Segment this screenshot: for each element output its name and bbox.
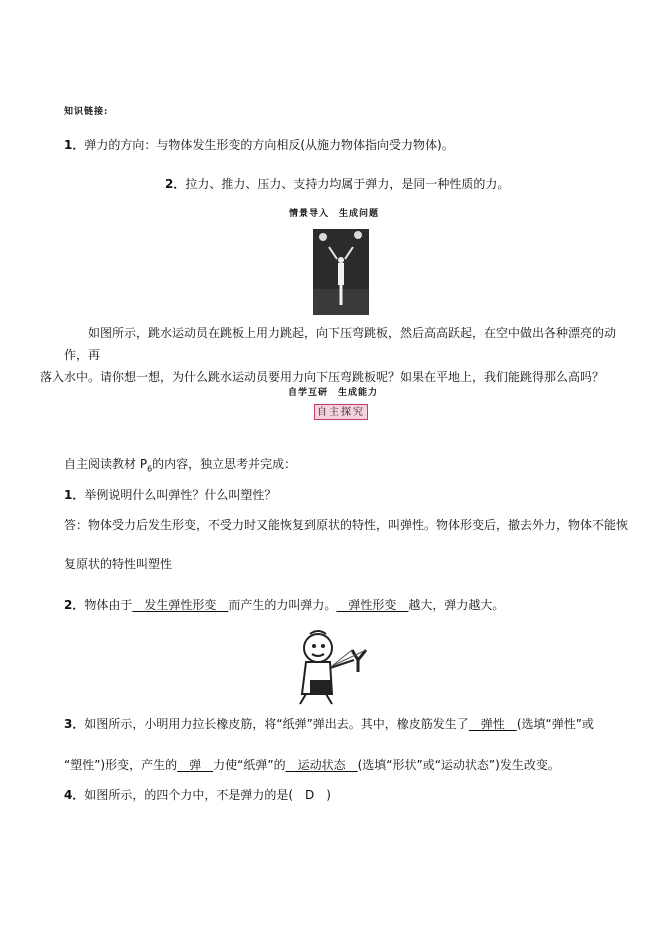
question-number: 4．	[64, 788, 85, 802]
question-number: 2．	[64, 598, 85, 612]
answer-blank-1: 弹性	[468, 717, 517, 731]
question-pre: 如图所示，小明用力拉长橡皮筋，将“纸弹”弹出去。其中，橡皮筋发生了	[84, 717, 469, 731]
question-text: 举例说明什么叫弹性？什么叫塑性？	[84, 488, 277, 502]
reading-prompt	[64, 456, 296, 477]
answer-1-line-2: 复原状的特性叫塑性	[64, 557, 173, 571]
answer-1-line-1: 答：物体受力后发生形变，不受力时又能恢复到原状的特性，叫弹性。物体形变后，撤去外力，物体不能恢	[64, 518, 629, 532]
reading-prompt-post: 的内容，独立思考并完成：	[152, 457, 297, 471]
slingshot-cartoon	[296, 628, 374, 706]
section-title-scenario: 情景导入 生成问题	[289, 209, 380, 219]
section-title-self-study: 自学互研 生成能力	[288, 388, 379, 398]
self-explore-badge: 自主探究	[314, 404, 368, 420]
item-number: 2．	[165, 177, 186, 191]
question-post: (选填“形状”或“运动状态”)发生改变。	[357, 758, 560, 772]
reading-prompt-pre: 自主阅读教材 P	[64, 457, 148, 471]
knowledge-link-heading: 知识链接:	[64, 107, 109, 117]
intro-paragraph	[40, 322, 624, 388]
answer-blank-2: 弹	[177, 758, 214, 772]
intro-line-1: 如图所示，跳水运动员在跳板上用力跳起，向下压弯跳板，然后高高跃起，在空中做出各种漂亮的动作，再	[64, 326, 617, 362]
question-4	[64, 787, 331, 803]
link-item-1	[64, 137, 454, 153]
link-item-2	[165, 176, 509, 192]
item-text: 拉力、推力、压力、支持力均属于弹力，是同一种性质的力。	[185, 177, 510, 191]
diver-illustration	[313, 229, 369, 315]
item-number: 1．	[64, 138, 85, 152]
question-text: 如图所示，的四个力中，不是弹力的是( D )	[84, 788, 331, 802]
boy-slingshot-illustration	[296, 628, 374, 706]
question-mid: 而产生的力叫弹力。	[228, 598, 337, 612]
intro-line-2: 落入水中。请你想一想，为什么跳水运动员要用力向下压弯跳板呢？如果在平地上，我们能跳得那么高吗？	[40, 370, 605, 384]
question-number: 1．	[64, 488, 85, 502]
question-mid: 力使“纸弹”的	[213, 758, 286, 772]
question-post: 越大，弹力越大。	[408, 598, 505, 612]
question-3-line-2	[64, 757, 560, 773]
item-text: 弹力的方向：与物体发生形变的方向相反(从施力物体指向受力物体)。	[84, 138, 454, 152]
diver-photo	[313, 229, 369, 315]
question-post: (选填“弹性”或	[516, 717, 594, 731]
question-3-line-1	[64, 716, 594, 732]
question-2	[64, 597, 504, 613]
question-1	[64, 487, 276, 503]
page-subscript: 6	[147, 464, 153, 474]
question-pre: “塑性”)形变，产生的	[64, 758, 178, 772]
answer-blank-1: 发生弹性形变	[132, 598, 229, 612]
question-pre: 物体由于	[84, 598, 133, 612]
answer-blank-2: 弹性形变	[336, 598, 409, 612]
question-number: 3．	[64, 717, 85, 731]
answer-blank-3: 运动状态	[285, 758, 358, 772]
